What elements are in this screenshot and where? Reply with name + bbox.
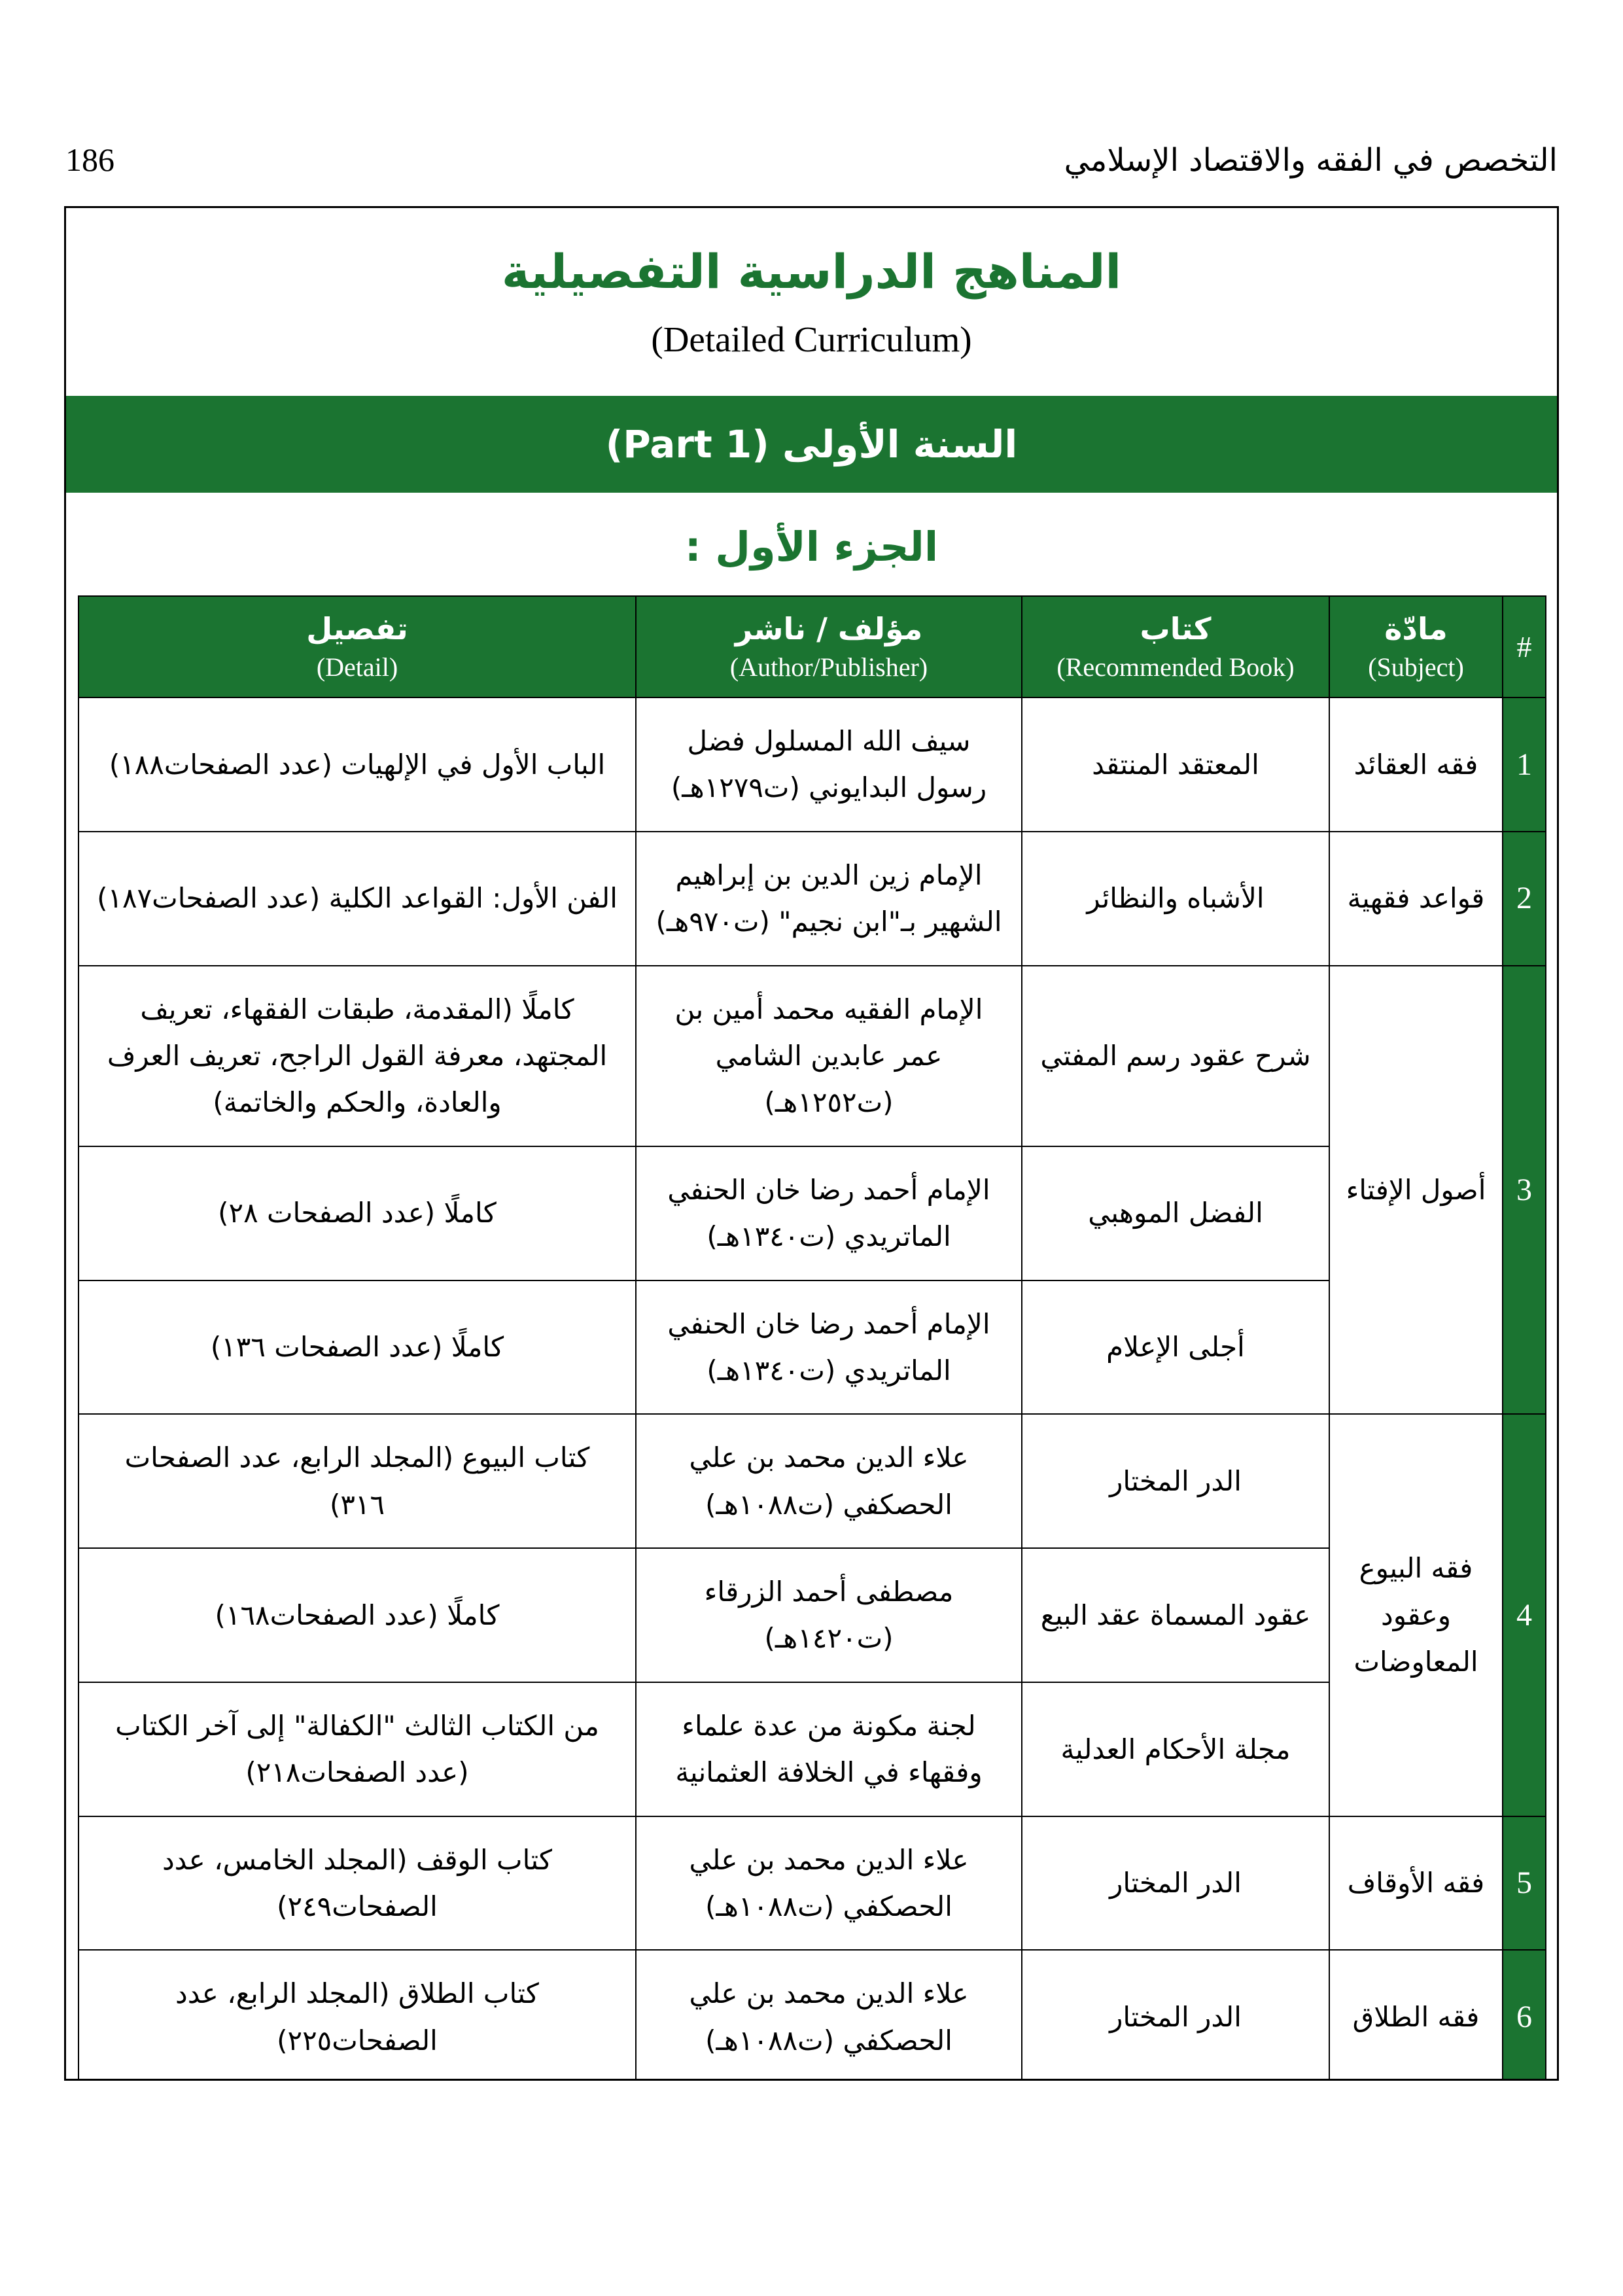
table-row (79, 698, 1546, 832)
detail-cell: من الكتاب الثالث "الكفالة" إلى آخر الكتاب (عدد الصفحات٢١٨) (79, 1682, 636, 1816)
detail-header-arabic: تفصيل (306, 611, 408, 646)
page-header (0, 0, 1623, 179)
detail-header-english: (Detail) (316, 652, 398, 682)
detail-cell: كاملًا (عدد الصفحات ٢٨) (79, 1146, 636, 1280)
row-number-cell: 4 (1503, 1414, 1546, 1816)
running-header: التخصص في الفقه والاقتصاد الإسلامي (1064, 142, 1558, 179)
table-row (79, 1414, 1546, 1548)
author-header-arabic: مؤلف / ناشر (735, 611, 923, 646)
column-header-number: # (1503, 596, 1546, 698)
subject-cell: فقه الطلاق (1329, 1950, 1503, 2081)
detail-cell: كاملًا (المقدمة، طبقات الفقهاء، تعريف المجتهد، معرفة القول الراجح، تعريف العرف والعادة، والحكم والخاتمة) (79, 966, 636, 1146)
book-cell: الفضل الموهبي (1022, 1146, 1329, 1280)
book-cell: أجلى الإعلام (1022, 1280, 1329, 1415)
row-number-cell: 2 (1503, 832, 1546, 966)
curriculum-table (78, 595, 1546, 2081)
table-body (79, 698, 1546, 2081)
table-row (79, 1950, 1546, 2081)
content-frame (64, 206, 1559, 2081)
detail-cell: كتاب الوقف (المجلد الخامس، عدد الصفحات٢٤٩) (79, 1816, 636, 1951)
book-cell: الدر المختار (1022, 1816, 1329, 1951)
author-cell: الإمام أحمد رضا خان الحنفي الماتريدي (ت١٣٤٠هـ) (636, 1280, 1022, 1415)
document-title: المناهج الدراسية التفصيلية (501, 244, 1122, 299)
subject-cell: أصول الإفتاء (1329, 966, 1503, 1415)
row-number-cell: 6 (1503, 1950, 1546, 2081)
column-header-author (636, 596, 1022, 698)
detail-cell: كاملًا (عدد الصفحات ١٣٦) (79, 1280, 636, 1415)
author-cell: سيف الله المسلول فضل رسول البدايوني (ت١٢٧٩هـ) (636, 698, 1022, 832)
author-cell: مصطفى أحمد الزرقاء (ت١٤٢٠هـ) (636, 1548, 1022, 1682)
table-row (79, 1548, 1546, 1682)
year-banner: السنة الأولى (Part 1) (66, 396, 1557, 493)
subject-header-arabic: مادّة (1384, 611, 1448, 646)
table-row (79, 1816, 1546, 1951)
author-header-english: (Author/Publisher) (729, 652, 928, 682)
detail-cell: كتاب البيوع (المجلد الرابع، عدد الصفحات ٣١٦) (79, 1414, 636, 1548)
book-cell: المعتقد المنتقد (1022, 698, 1329, 832)
table-row (79, 1146, 1546, 1280)
detail-cell: الفن الأول: القواعد الكلية (عدد الصفحات١٨٧) (79, 832, 636, 966)
section-heading: الجزء الأول : (684, 523, 939, 571)
table-row (79, 1682, 1546, 1816)
detail-cell: كاملًا (عدد الصفحات١٦٨) (79, 1548, 636, 1682)
author-cell: علاء الدين محمد بن علي الحصكفي (ت١٠٨٨هـ) (636, 1816, 1022, 1951)
document-subtitle: (Detailed Curriculum) (651, 319, 972, 359)
book-header-english: (Recommended Book) (1056, 652, 1295, 682)
subject-header-english: (Subject) (1368, 652, 1464, 682)
subject-cell: فقه العقائد (1329, 698, 1503, 832)
author-cell: لجنة مكونة من عدة علماء وفقهاء في الخلافة العثمانية (636, 1682, 1022, 1816)
book-cell: شرح عقود رسم المفتي (1022, 966, 1329, 1146)
book-cell: الدر المختار (1022, 1950, 1329, 2081)
book-cell: الأشباه والنظائر (1022, 832, 1329, 966)
table-row (79, 1280, 1546, 1415)
table-row (79, 832, 1546, 966)
table-row (79, 966, 1546, 1146)
subject-cell: فقه البيوع وعقود المعاوضات (1329, 1414, 1503, 1816)
author-cell: الإمام أحمد رضا خان الحنفي الماتريدي (ت١٣٤٠هـ) (636, 1146, 1022, 1280)
book-cell: مجلة الأحكام العدلية (1022, 1682, 1329, 1816)
page-number: 186 (65, 141, 114, 178)
book-header-arabic: كتاب (1140, 611, 1212, 646)
header-row (79, 596, 1546, 698)
book-cell: الدر المختار (1022, 1414, 1329, 1548)
author-cell: علاء الدين محمد بن علي الحصكفي (ت١٠٨٨هـ) (636, 1950, 1022, 2081)
detail-cell: كتاب الطلاق (المجلد الرابع، عدد الصفحات٢٢٥) (79, 1950, 636, 2081)
subject-cell: فقه الأوقاف (1329, 1816, 1503, 1951)
column-header-book (1022, 596, 1329, 698)
subject-cell: قواعد فقهية (1329, 832, 1503, 966)
row-number-cell: 1 (1503, 698, 1546, 832)
column-header-subject (1329, 596, 1503, 698)
author-cell: علاء الدين محمد بن علي الحصكفي (ت١٠٨٨هـ) (636, 1414, 1022, 1548)
table-header (79, 596, 1546, 698)
author-cell: الإمام زين الدين بن إبراهيم الشهير بـ"ابن نجيم" (ت٩٧٠هـ) (636, 832, 1022, 966)
row-number-cell: 5 (1503, 1816, 1546, 1951)
detail-cell: الباب الأول في الإلهيات (عدد الصفحات١٨٨) (79, 698, 636, 832)
author-cell: الإمام الفقيه محمد أمين بن عمر عابدين الشامي (ت١٢٥٢هـ) (636, 966, 1022, 1146)
column-header-detail (79, 596, 636, 698)
book-cell: عقود المسماة عقد البيع (1022, 1548, 1329, 1682)
row-number-cell: 3 (1503, 966, 1546, 1415)
